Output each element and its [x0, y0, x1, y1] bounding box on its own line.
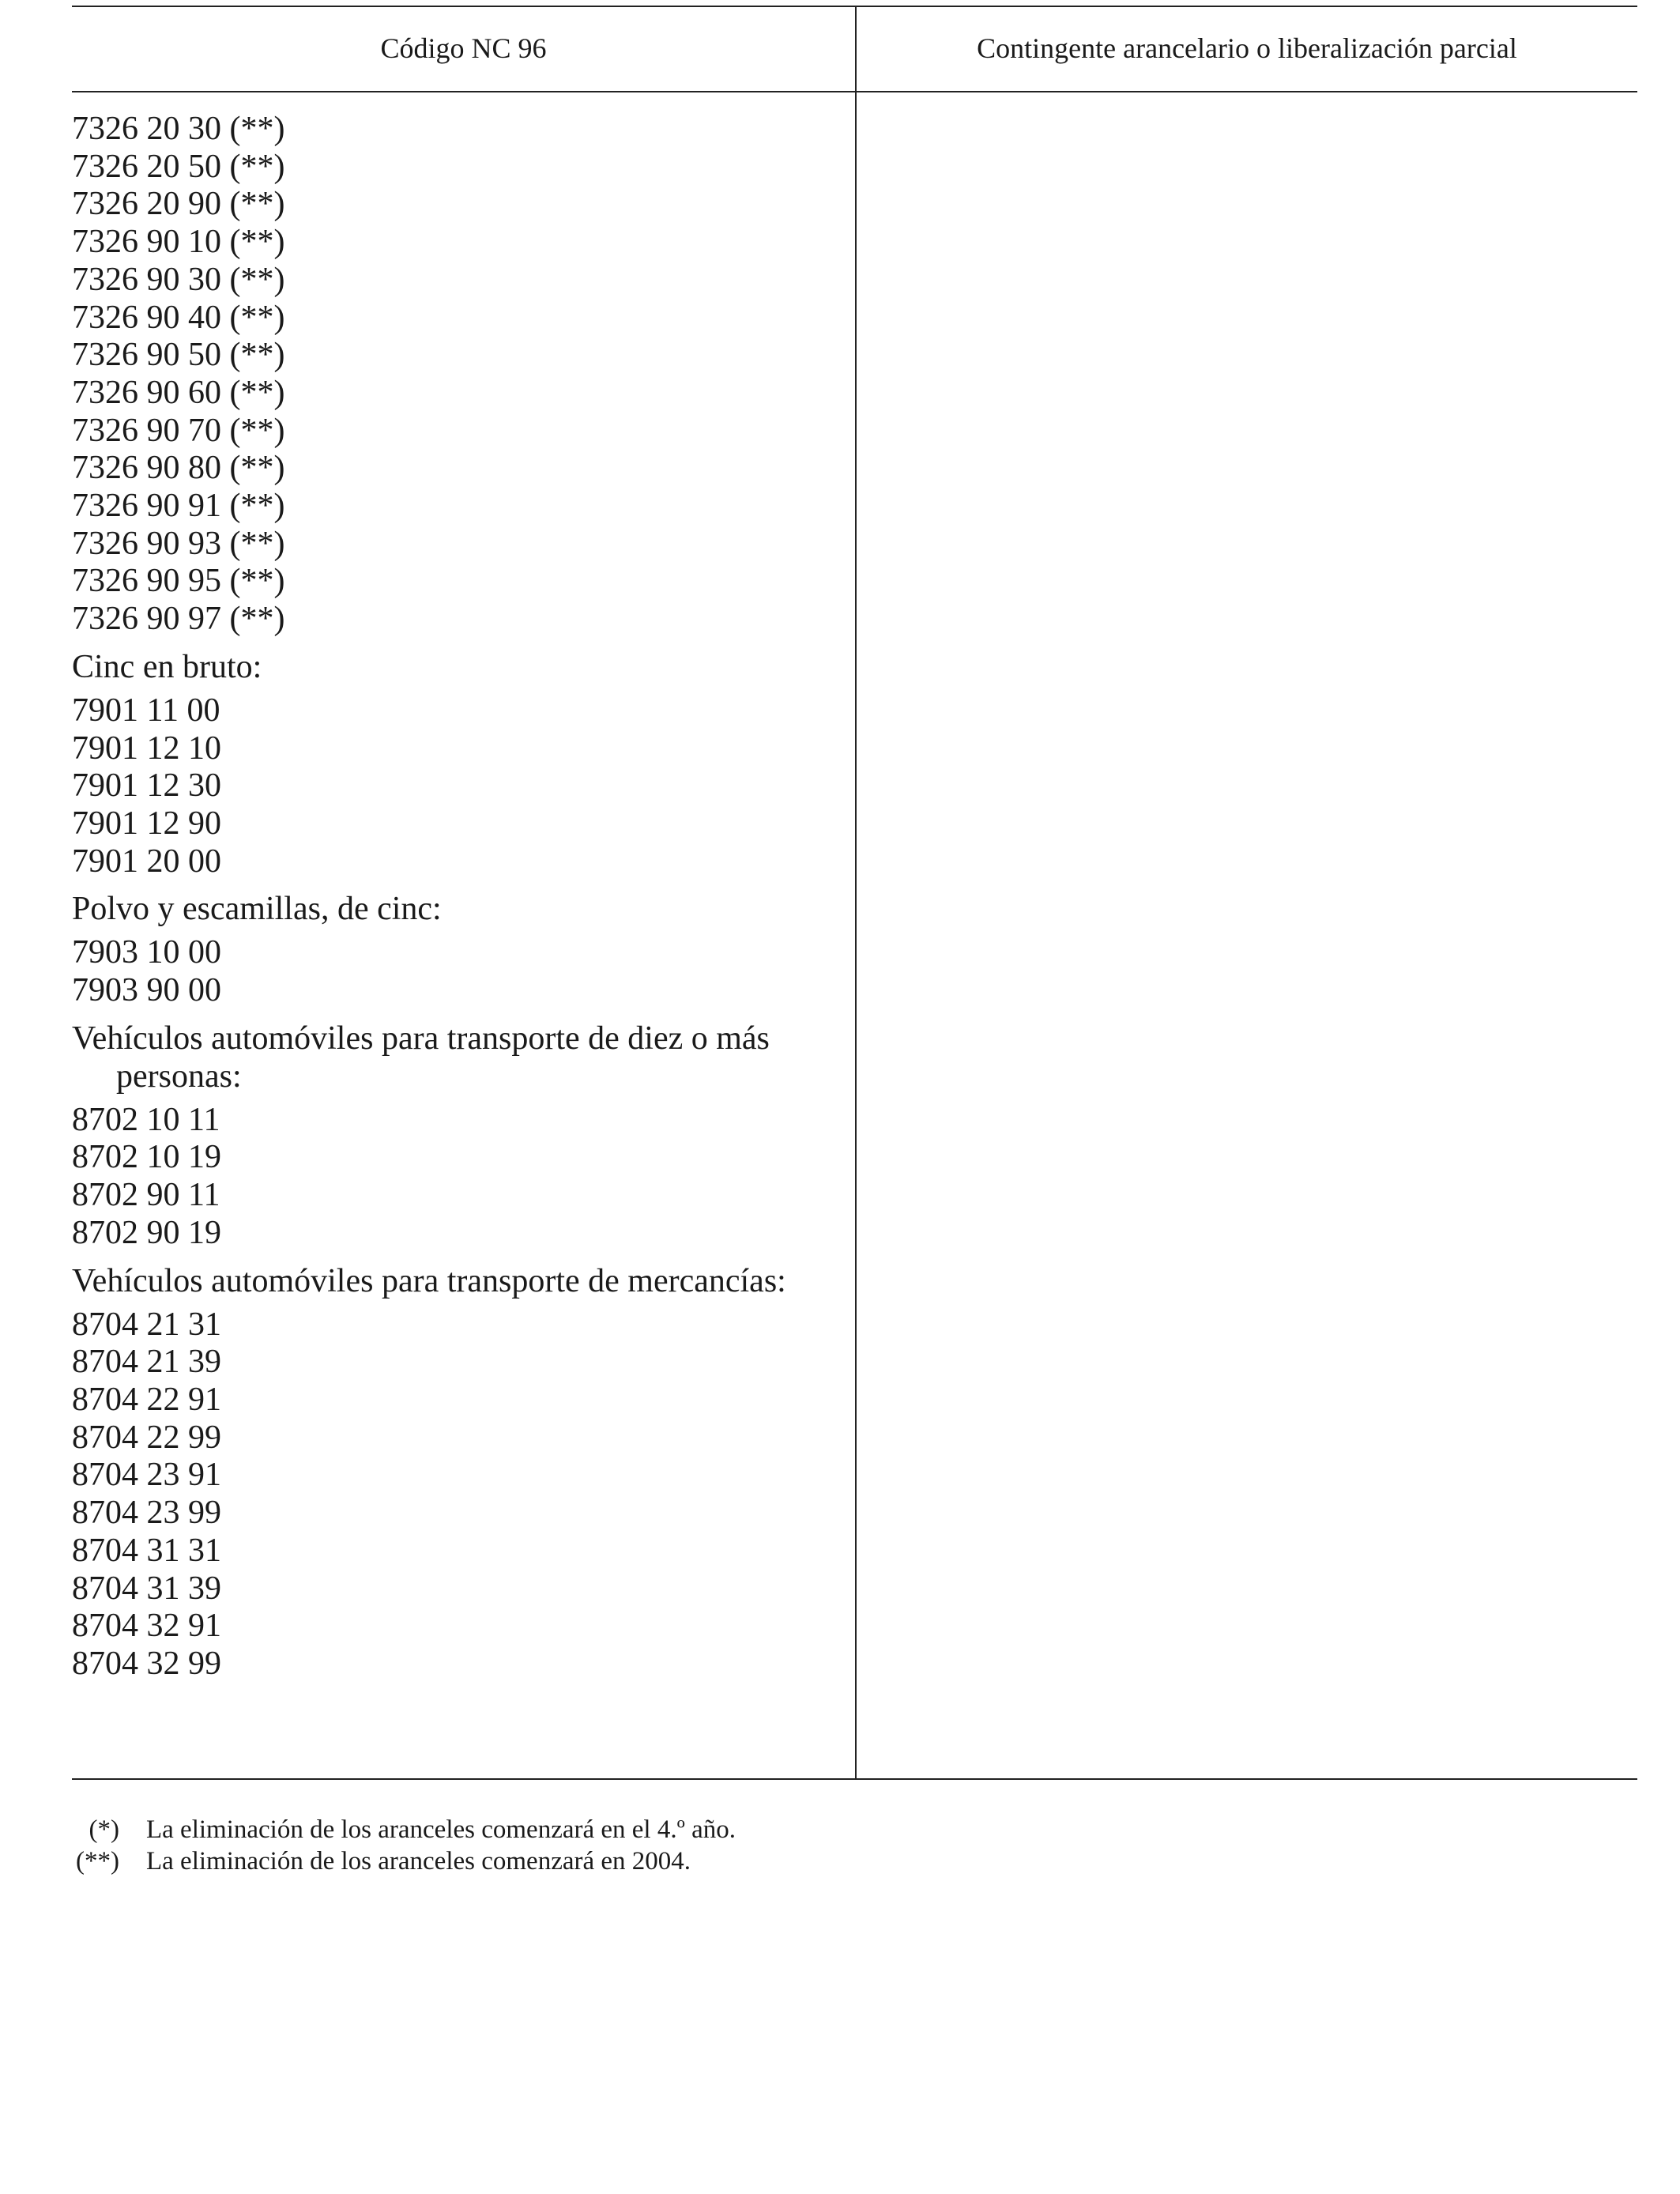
code-row: 8704 21 31 [72, 1306, 221, 1343]
code-row: 8704 22 99 [72, 1419, 221, 1456]
code-row: 7326 90 80 (**) [72, 450, 285, 487]
code-row: 7326 90 95 (**) [72, 563, 285, 600]
code-row: 8704 32 91 [72, 1608, 221, 1645]
code-row: 8704 22 91 [72, 1381, 221, 1418]
code-row: 7326 90 91 (**) [72, 488, 285, 525]
code-group [72, 890, 846, 1009]
footnote-mark: (*) [89, 1815, 119, 1844]
group-title: Polvo y escamillas, de cinc: [72, 891, 442, 928]
code-row: 8704 23 91 [72, 1457, 221, 1494]
column-header-quota: Contingente arancelario o liberalización parcial [977, 32, 1517, 64]
code-row: 7326 90 97 (**) [72, 601, 285, 638]
code-row: 8702 90 19 [72, 1214, 221, 1251]
footnote [72, 1814, 1573, 1845]
code-list [72, 692, 846, 881]
code-row: 7326 90 30 (**) [72, 261, 285, 298]
code-list [72, 1102, 846, 1253]
code-row: 8704 31 39 [72, 1570, 221, 1607]
code-row: 8704 23 99 [72, 1495, 221, 1532]
footnote-mark: (**) [76, 1847, 119, 1875]
table-column-divider [855, 6, 857, 1778]
footnotes [72, 1814, 1573, 1877]
code-row: 7326 90 70 (**) [72, 412, 285, 449]
code-row: 8704 31 31 [72, 1532, 221, 1569]
code-row: 8702 10 19 [72, 1139, 221, 1176]
column-header-code: Código NC 96 [380, 32, 547, 64]
code-group [72, 1020, 846, 1253]
table-bottom-rule [72, 1778, 1637, 1780]
code-row: 7901 20 00 [72, 843, 221, 880]
code-list [72, 1306, 846, 1683]
footnote-text: La eliminación de los aranceles comenzará en el 4.º año. [146, 1815, 736, 1844]
code-group [72, 1262, 846, 1683]
code-row: 7326 20 30 (**) [72, 111, 285, 147]
group-title: Vehículos automóviles para transporte de mercancías: [72, 1262, 786, 1299]
code-list [72, 111, 846, 639]
code-group [72, 111, 846, 639]
code-row: 7326 90 93 (**) [72, 525, 285, 562]
code-list [72, 934, 846, 1009]
code-row: 7326 90 60 (**) [72, 374, 285, 411]
footnote [72, 1845, 1573, 1877]
code-row: 7901 11 00 [72, 692, 220, 729]
code-row: 7326 90 10 (**) [72, 224, 285, 261]
code-row: 8702 90 11 [72, 1177, 220, 1214]
group-title: Cinc en bruto: [72, 648, 262, 685]
code-row: 7901 12 90 [72, 805, 221, 842]
group-title: Vehículos automóviles para transporte de diez o más personas: [72, 1020, 770, 1095]
code-row: 7901 12 30 [72, 767, 221, 805]
code-row: 8702 10 11 [72, 1101, 220, 1138]
footnote-text: La eliminación de los aranceles comenzará en 2004. [146, 1847, 691, 1875]
code-row: 7326 90 50 (**) [72, 337, 285, 374]
code-row: 7903 90 00 [72, 972, 221, 1009]
code-column [72, 111, 846, 1693]
code-row: 7326 90 40 (**) [72, 299, 285, 336]
code-row: 7903 10 00 [72, 934, 221, 971]
code-row: 8704 21 39 [72, 1344, 221, 1381]
code-row: 7326 20 50 (**) [72, 148, 285, 185]
code-row: 7326 20 90 (**) [72, 186, 285, 223]
code-row: 7901 12 10 [72, 729, 221, 767]
code-row: 8704 32 99 [72, 1645, 221, 1682]
code-group [72, 648, 846, 881]
